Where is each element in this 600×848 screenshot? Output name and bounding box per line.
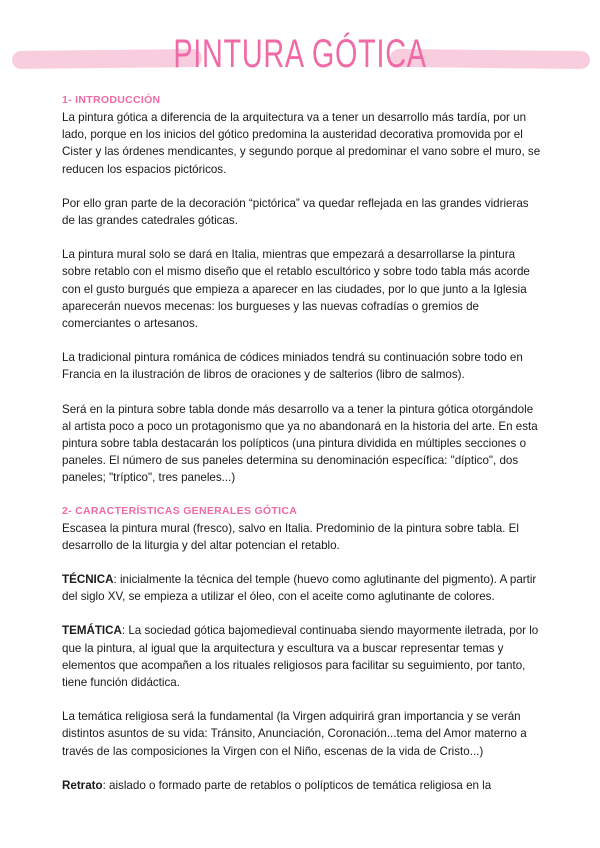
title-banner xyxy=(0,28,600,88)
paragraph: La pintura mural solo se dará en Italia, mientras que empezará a desarrollarse la pintura sobre retablo con el mismo diseño que el retablo escultórico y sobre todo tabla más acorde con el gusto burgués que empieza a aparecer en las ciudades, por lo que junto a la Iglesia aparecerán nuevos mecenas: los burgueses y las nuevas cofradías o gremios de comerciantes o artesanos. xyxy=(62,248,530,331)
tecnica-label: TÉCNICA xyxy=(62,573,114,587)
paragraph: La tradicional pintura románica de códices miniados tendrá su continuación sobre todo en Francia en la ilustración de libros de oraciones y de salterios (libro de salmos). xyxy=(62,351,523,382)
retrato-text: : aislado o formado parte de retablos o polípticos de temática religiosa en la xyxy=(102,778,492,792)
paragraph: La temática religiosa será la fundamental (la Virgen adquirirá gran importancia y se verán distintos asuntos de su vida: Tránsito, Anunciación, Coronación...tema del Amor materno a través de las composiciones la Virgen con el Niño, escenas de la vida de Cristo...) xyxy=(62,710,527,758)
retrato-label: Retrato xyxy=(62,778,103,792)
section-heading-caracteristicas: 2- CARACTERÍSTICAS GENERALES GÓTICA xyxy=(62,504,298,517)
paragraph-tematica xyxy=(62,622,542,691)
paragraph: Escasea la pintura mural (fresco), salvo en Italia. Predominio de la pintura sobre tabla. El desarrollo de la liturgia y del altar potencian el retablo. xyxy=(62,521,519,552)
page-title: PINTURA GÓTICA xyxy=(173,32,427,76)
paragraph-tecnica xyxy=(62,571,542,605)
paragraph-retrato xyxy=(62,777,542,794)
tematica-text: : La sociedad gótica bajomedieval continuaba siendo mayormente iletrada, por lo que la pintura, al igual que la arquitectura y escultura va a buscar representar temas y elementos que acompañen a los rituales religiosos para facilitar su seguimiento, por tanto, tiene función didáctica. xyxy=(62,624,539,690)
tecnica-text: : inicialmente la técnica del temple (huevo como aglutinante del pigmento). A partir del siglo XV, se empieza a utilizar el óleo, con el aceite como aglutinante de colores. xyxy=(62,573,537,604)
paragraph: Por ello gran parte de la decoración “pictórica” va quedar reflejada en las grandes vidrieras de las grandes catedrales góticas. xyxy=(62,196,529,228)
tematica-label: TEMÁTICA xyxy=(62,624,122,638)
paragraph: La pintura gótica a diferencia de la arquitectura va a tener un desarrollo más tardía, por un lado, porque en los inicios del gótico predomina la austeridad decorativa promovida por el Cister y las órdenes mendicantes, y segundo porque al predominar el vano sobre el muro, se reducen los espacios pictóricos. xyxy=(62,111,541,176)
document-body xyxy=(62,92,542,811)
section-heading-introduccion: 1- INTRODUCCIÓN xyxy=(62,94,161,106)
paragraph: Será en la pintura sobre tabla donde más desarrollo va a tener la pintura gótica otorgándole al artista poco a poco un protagonismo que ya no abandonará en la historia del arte. En esta pintura sobre tabla destacarán los polípticos (una pintura dividida en múltiples secciones o paneles. El número de sus paneles determina su denominación específica: "díptico", dos paneles; "tríptico", tres paneles...) xyxy=(62,402,538,485)
